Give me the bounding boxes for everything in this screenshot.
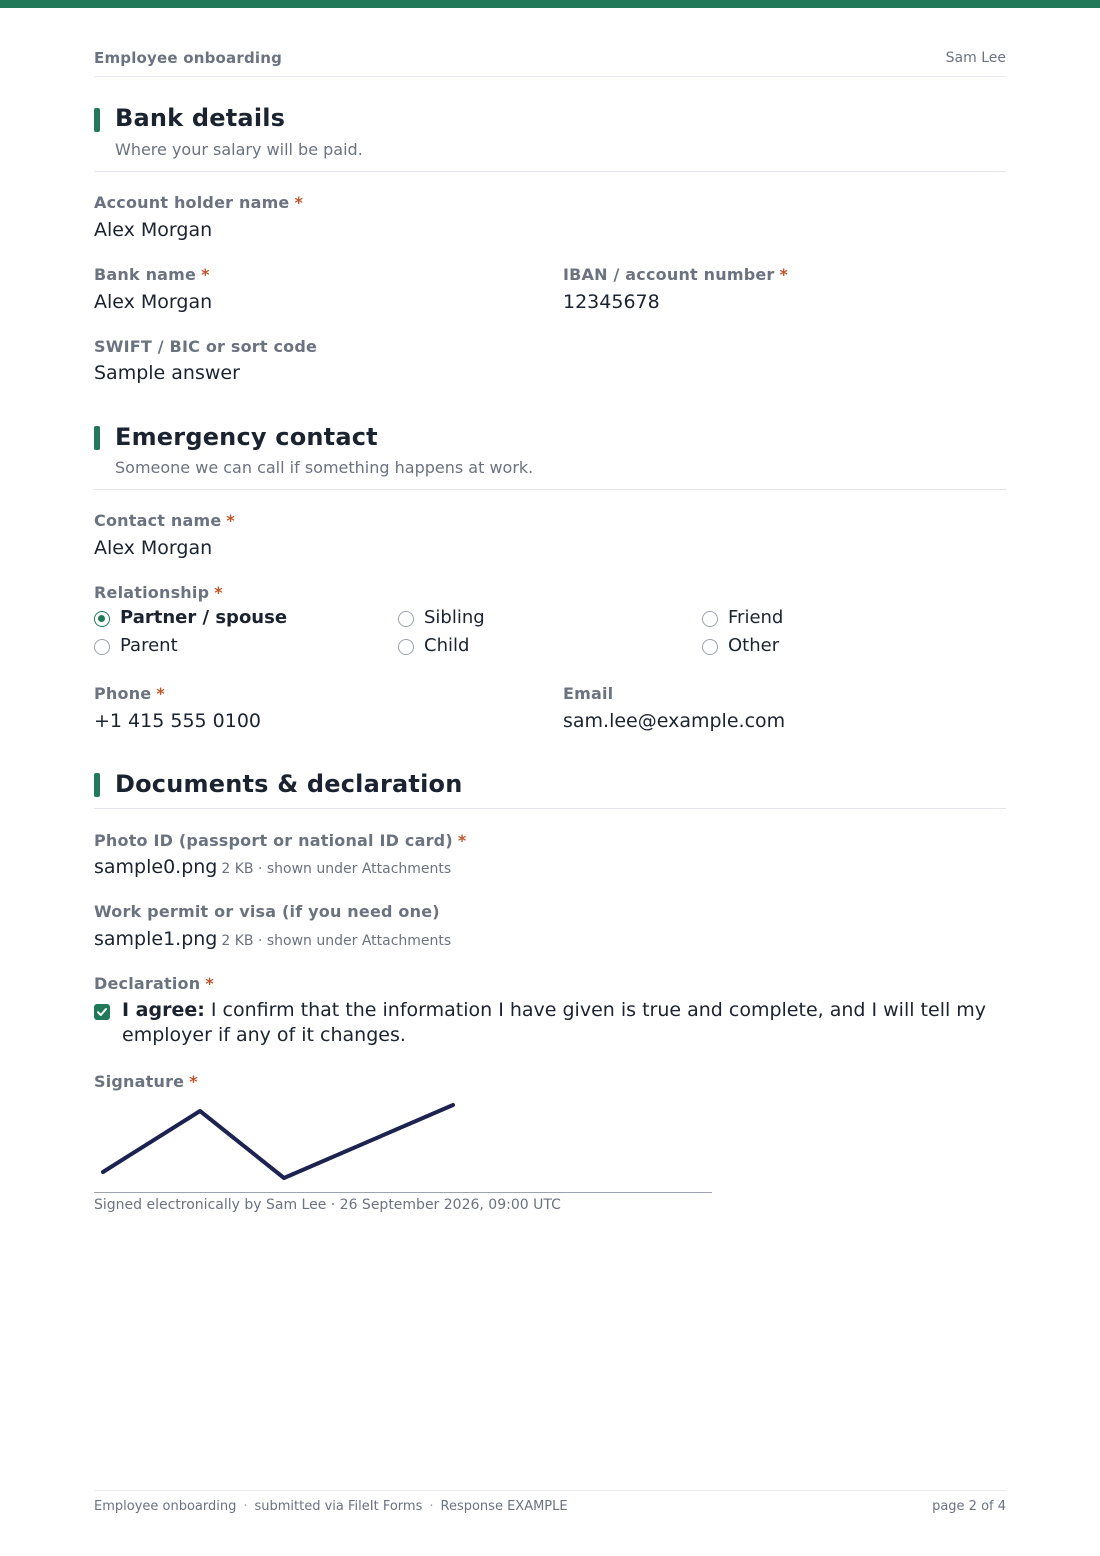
section-accent-bar (94, 108, 100, 132)
page-number: page 2 of 4 (932, 1499, 1006, 1514)
footer-info: Employee onboarding · submitted via FileIt Forms · Response EXAMPLE (94, 1499, 568, 1514)
radio-icon (94, 639, 110, 655)
declaration-text (122, 998, 1006, 1048)
signature-box (94, 1098, 712, 1193)
file-name: sample0.png (94, 856, 218, 878)
phone-value: +1 415 555 0100 (94, 710, 262, 732)
contact-name-value: Alex Morgan (94, 537, 213, 559)
email-value: sam.lee@example.com (563, 710, 786, 732)
radio-icon (702, 639, 718, 655)
photo-id-label: Photo ID (passport or national ID card) * (94, 831, 467, 850)
file-meta: 2 KB · shown under Attachments (221, 861, 452, 877)
signature-label: Signature * (94, 1072, 198, 1091)
contact-name-label: Contact name * (94, 511, 235, 530)
relationship-label: Relationship * (94, 583, 223, 602)
swift-label: SWIFT / BIC or sort code (94, 337, 318, 356)
checkmark-icon (96, 1006, 108, 1018)
file-name: sample1.png (94, 928, 218, 950)
declaration-checkbox[interactable] (94, 1004, 110, 1020)
photo-id-file[interactable] (94, 856, 451, 878)
section-bank-details (94, 100, 1006, 172)
page-footer (94, 1490, 1006, 1520)
signature-drawing (94, 1098, 712, 1193)
section-accent-bar (94, 426, 100, 450)
user-name: Sam Lee (945, 50, 1006, 66)
swift-value: Sample answer (94, 362, 240, 384)
radio-icon (398, 639, 414, 655)
radio-icon (702, 611, 718, 627)
section-title: Emergency contact (115, 423, 378, 451)
section-emergency-contact (94, 419, 1006, 490)
declaration-agree: I agree: (122, 999, 205, 1021)
work-permit-file[interactable] (94, 928, 451, 950)
account-holder-value: Alex Morgan (94, 219, 213, 241)
declaration-statement: I confirm that the information I have given is true and complete, and I will tell my employer if any of it changes. (122, 999, 987, 1046)
radio-icon (398, 611, 414, 627)
bank-name-label: Bank name * (94, 265, 210, 284)
phone-label: Phone * (94, 684, 165, 703)
declaration-label: Declaration * (94, 974, 214, 993)
work-permit-label: Work permit or visa (if you need one) (94, 902, 440, 921)
iban-value: 12345678 (563, 291, 660, 313)
radio-selected-icon (94, 611, 110, 627)
file-meta: 2 KB · shown under Attachments (221, 933, 452, 949)
section-documents-declaration (94, 766, 1006, 809)
iban-label: IBAN / account number * (563, 265, 789, 284)
email-label: Email (563, 684, 614, 703)
section-subtitle: Where your salary will be paid. (115, 140, 363, 159)
section-title: Documents & declaration (115, 770, 463, 798)
form-page: Employee onboarding Sam Lee Bank details Where your salary will be paid. Account holder name * Alex Morgan Bank name * Alex Morgan IBAN / account number * 12345678 SWIFT / BIC or sort code Sample answer Emergency contact Someone we can call if something happens at work. Contact name * Alex Morgan Relationship * Partner / spouse Sibling Friend Parent Child Other Phone * +1 415 555 0100 Email sam.lee@example.com Documents & declaration Photo ID (passport or national ID card) * sample0.png 2 KB · shown under Attachments Work permit or visa (if you need one) sample1.png 2 KB · shown under Attachments Declaration * I agree: I confirm that the information I have given is true and complete, and I will tell my employer if any of it changes. Signature * Signed electronically by Sam Lee · 26 September 2026, 09:00 UTC Employee onboarding · submitted via FileIt Forms · Response EXAMPLE page 2 of 4 (94, 0, 1006, 1556)
section-subtitle: Someone we can call if something happens at work. (115, 458, 534, 477)
form-title: Employee onboarding (94, 49, 283, 67)
section-title: Bank details (115, 104, 286, 132)
page-header (94, 47, 1006, 77)
signature-caption: Signed electronically by Sam Lee · 26 September 2026, 09:00 UTC (94, 1197, 561, 1213)
section-accent-bar (94, 773, 100, 797)
account-holder-label: Account holder name * (94, 193, 304, 212)
bank-name-value: Alex Morgan (94, 291, 213, 313)
